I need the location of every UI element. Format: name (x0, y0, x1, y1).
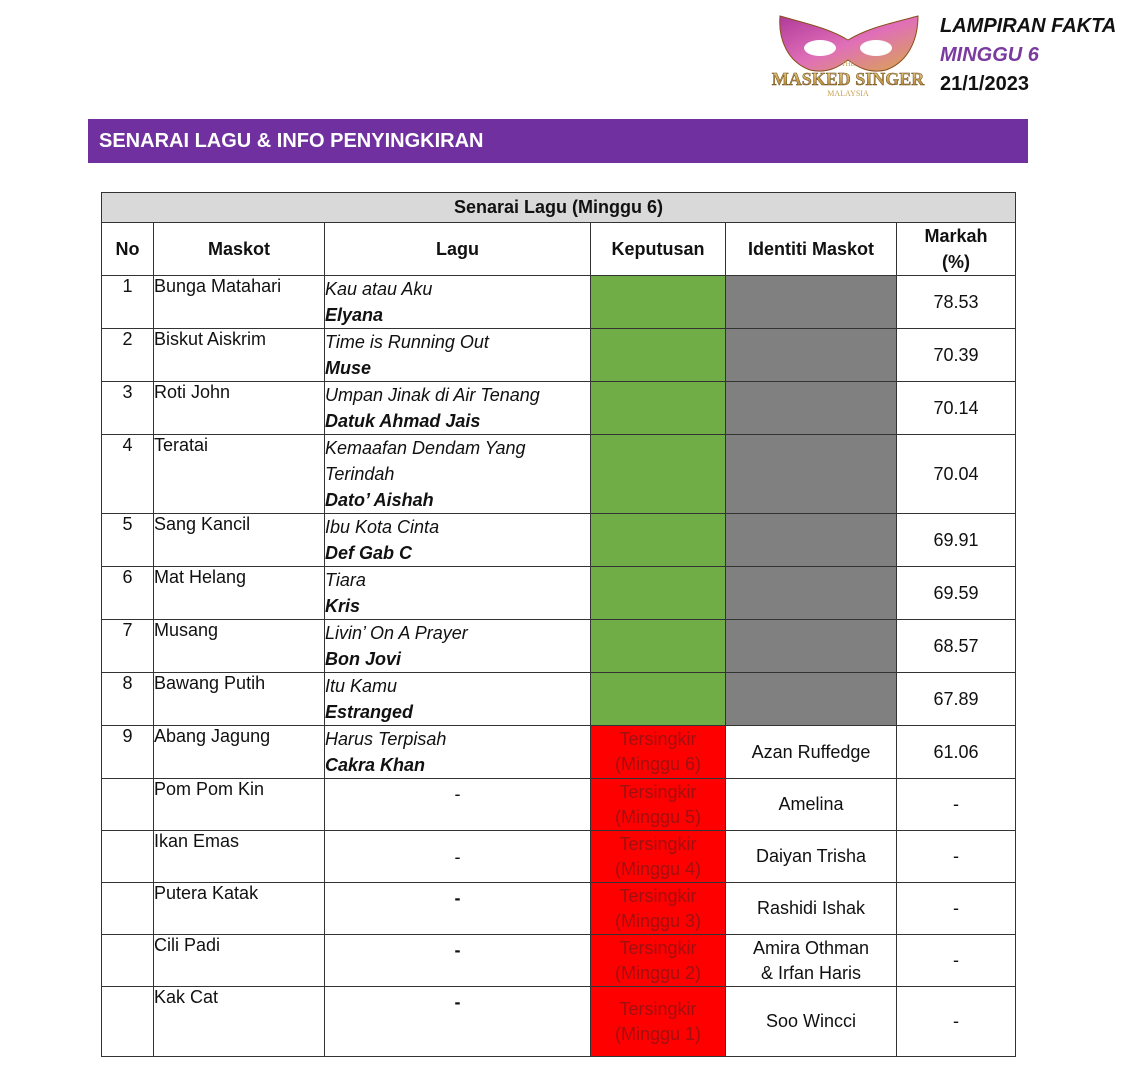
table-row (102, 673, 1016, 726)
table-row (102, 726, 1016, 779)
row-maskot: Teratai (154, 435, 325, 514)
result-status: Tersingkir (619, 937, 697, 958)
identity-name: Soo Wincci (765, 1011, 857, 1031)
row-no: 4 (102, 435, 154, 514)
result-week: (Minggu 4) (614, 858, 702, 879)
col-header-maskot: Maskot (154, 223, 325, 276)
table-row (102, 620, 1016, 673)
row-score: - (897, 831, 1016, 883)
result-status: Tersingkir (619, 833, 697, 854)
row-maskot: Roti John (154, 382, 325, 435)
identity-hidden-cell (726, 435, 897, 514)
result-safe-cell (591, 276, 726, 329)
row-lagu (325, 935, 591, 987)
identity-hidden-cell (726, 382, 897, 435)
row-score: - (897, 883, 1016, 935)
table-row (102, 779, 1016, 831)
result-status: Tersingkir (619, 885, 697, 906)
row-score: 70.14 (897, 382, 1016, 435)
row-lagu (325, 779, 591, 831)
result-eliminated-cell (591, 831, 726, 883)
row-lagu (325, 987, 591, 1057)
song-title: Tiara (325, 570, 366, 590)
markah-label: Markah (924, 226, 988, 246)
song-title: Time is Running Out (325, 332, 489, 352)
song-artist: Bon Jovi (325, 649, 402, 669)
row-score: - (897, 935, 1016, 987)
result-safe-cell (591, 329, 726, 382)
col-header-identiti: Identiti Maskot (726, 223, 897, 276)
result-status: Tersingkir (619, 998, 697, 1019)
result-safe-cell (591, 567, 726, 620)
song-artist: Kris (325, 596, 361, 616)
identity-cell (726, 831, 897, 883)
row-lagu (325, 831, 591, 883)
result-week: (Minggu 5) (614, 806, 702, 827)
result-eliminated-cell (591, 987, 726, 1057)
row-score: - (897, 987, 1016, 1057)
table-row (102, 382, 1016, 435)
table-row (102, 329, 1016, 382)
result-safe-cell (591, 514, 726, 567)
row-no (102, 935, 154, 987)
markah-unit: (%) (942, 252, 970, 272)
result-eliminated-cell (591, 779, 726, 831)
table-row (102, 831, 1016, 883)
result-week: (Minggu 1) (614, 1023, 702, 1044)
result-eliminated-cell (591, 935, 726, 987)
identity-name-2: & Irfan Haris (760, 962, 862, 983)
fact-sheet-info (940, 12, 1116, 99)
row-score: 68.57 (897, 620, 1016, 673)
identity-name: Amira Othman (752, 937, 870, 958)
col-header-keputusan: Keputusan (591, 223, 726, 276)
row-no: 1 (102, 276, 154, 329)
song-artist: Def Gab C (325, 543, 413, 563)
song-title: Umpan Jinak di Air Tenang (325, 385, 540, 405)
week-label: MINGGU 6 (940, 44, 1039, 66)
row-lagu (325, 382, 591, 435)
row-lagu (325, 276, 591, 329)
row-score: 78.53 (897, 276, 1016, 329)
table-row (102, 987, 1016, 1057)
identity-cell (726, 987, 897, 1057)
row-score: 61.06 (897, 726, 1016, 779)
identity-hidden-cell (726, 620, 897, 673)
result-eliminated-cell (591, 726, 726, 779)
song-list-table (101, 192, 1016, 1057)
row-no: 2 (102, 329, 154, 382)
result-status: Tersingkir (619, 781, 697, 802)
identity-cell (726, 779, 897, 831)
result-week: (Minggu 2) (614, 962, 702, 983)
row-no (102, 779, 154, 831)
table-caption: Senarai Lagu (Minggu 6) (102, 193, 1016, 223)
result-safe-cell (591, 620, 726, 673)
identity-hidden-cell (726, 673, 897, 726)
section-title: SENARAI LAGU & INFO PENYINGKIRAN (88, 119, 1028, 163)
identity-hidden-cell (726, 514, 897, 567)
result-safe-cell (591, 435, 726, 514)
song-artist: Dato’ Aishah (325, 490, 434, 510)
row-score: 70.39 (897, 329, 1016, 382)
song-artist: Muse (325, 358, 372, 378)
song-title: Harus Terpisah (325, 729, 447, 749)
row-no: 3 (102, 382, 154, 435)
row-maskot: Bunga Matahari (154, 276, 325, 329)
row-maskot: Cili Padi (154, 935, 325, 987)
identity-hidden-cell (726, 329, 897, 382)
identity-name: Rashidi Ishak (756, 898, 866, 918)
row-score: - (897, 779, 1016, 831)
identity-hidden-cell (726, 567, 897, 620)
result-safe-cell (591, 382, 726, 435)
result-week: (Minggu 6) (614, 754, 702, 774)
col-header-no: No (102, 223, 154, 276)
song-title: Itu Kamu (325, 676, 398, 696)
row-maskot: Abang Jagung (154, 726, 325, 779)
song-dash: - (454, 992, 461, 1012)
row-no: 5 (102, 514, 154, 567)
identity-cell (726, 935, 897, 987)
row-lagu (325, 883, 591, 935)
fact-title: LAMPIRAN FAKTA (940, 15, 1117, 37)
row-score: 67.89 (897, 673, 1016, 726)
mask-logo-icon (768, 10, 928, 102)
song-title: Livin’ On A Prayer (325, 623, 468, 643)
row-maskot: Sang Kancil (154, 514, 325, 567)
row-maskot: Putera Katak (154, 883, 325, 935)
row-lagu (325, 620, 591, 673)
result-eliminated-cell (591, 883, 726, 935)
result-status: Tersingkir (619, 729, 697, 749)
row-no (102, 987, 154, 1057)
row-no (102, 831, 154, 883)
row-lagu (325, 435, 591, 514)
row-lagu (325, 726, 591, 779)
table-row (102, 935, 1016, 987)
row-no: 6 (102, 567, 154, 620)
song-dash: - (454, 940, 461, 960)
song-artist: Cakra Khan (325, 755, 426, 775)
identity-name: Daiyan Trisha (755, 846, 867, 866)
row-no: 9 (102, 726, 154, 779)
identity-cell (726, 883, 897, 935)
row-maskot: Ikan Emas (154, 831, 325, 883)
row-lagu (325, 514, 591, 567)
song-artist: Elyana (325, 305, 384, 325)
identity-hidden-cell (726, 276, 897, 329)
row-score: 70.04 (897, 435, 1016, 514)
table-row (102, 514, 1016, 567)
row-score: 69.59 (897, 567, 1016, 620)
row-maskot: Bawang Putih (154, 673, 325, 726)
table-row (102, 435, 1016, 514)
row-lagu (325, 567, 591, 620)
row-maskot: Biskut Aiskrim (154, 329, 325, 382)
song-artist: Datuk Ahmad Jais (325, 411, 481, 431)
table-row (102, 883, 1016, 935)
song-artist: Estranged (325, 702, 414, 722)
song-dash: - (454, 846, 461, 867)
row-score: 69.91 (897, 514, 1016, 567)
song-dash: - (454, 784, 461, 804)
row-no: 8 (102, 673, 154, 726)
svg-text:MASKED SINGER: MASKED SINGER (771, 69, 925, 89)
song-title: Kemaafan Dendam Yang Terindah (325, 438, 526, 484)
row-maskot: Pom Pom Kin (154, 779, 325, 831)
table-row (102, 276, 1016, 329)
row-lagu (325, 673, 591, 726)
song-title: Ibu Kota Cinta (325, 517, 440, 537)
row-maskot: Mat Helang (154, 567, 325, 620)
song-title: Kau atau Aku (325, 279, 433, 299)
song-dash: - (454, 888, 461, 908)
svg-text:MALAYSIA: MALAYSIA (827, 89, 869, 98)
row-maskot: Kak Cat (154, 987, 325, 1057)
row-maskot: Musang (154, 620, 325, 673)
row-lagu (325, 329, 591, 382)
identity-name: Amelina (778, 794, 844, 814)
col-header-markah (897, 223, 1016, 276)
svg-text:THE: THE (841, 60, 855, 68)
table-row (102, 567, 1016, 620)
col-header-lagu: Lagu (325, 223, 591, 276)
result-week: (Minggu 3) (614, 910, 702, 931)
masked-singer-logo (768, 10, 928, 102)
identity-name: Azan Ruffedge (751, 741, 871, 762)
date-label: 21/1/2023 (940, 73, 1029, 95)
identity-cell (726, 726, 897, 779)
result-safe-cell (591, 673, 726, 726)
row-no (102, 883, 154, 935)
row-no: 7 (102, 620, 154, 673)
